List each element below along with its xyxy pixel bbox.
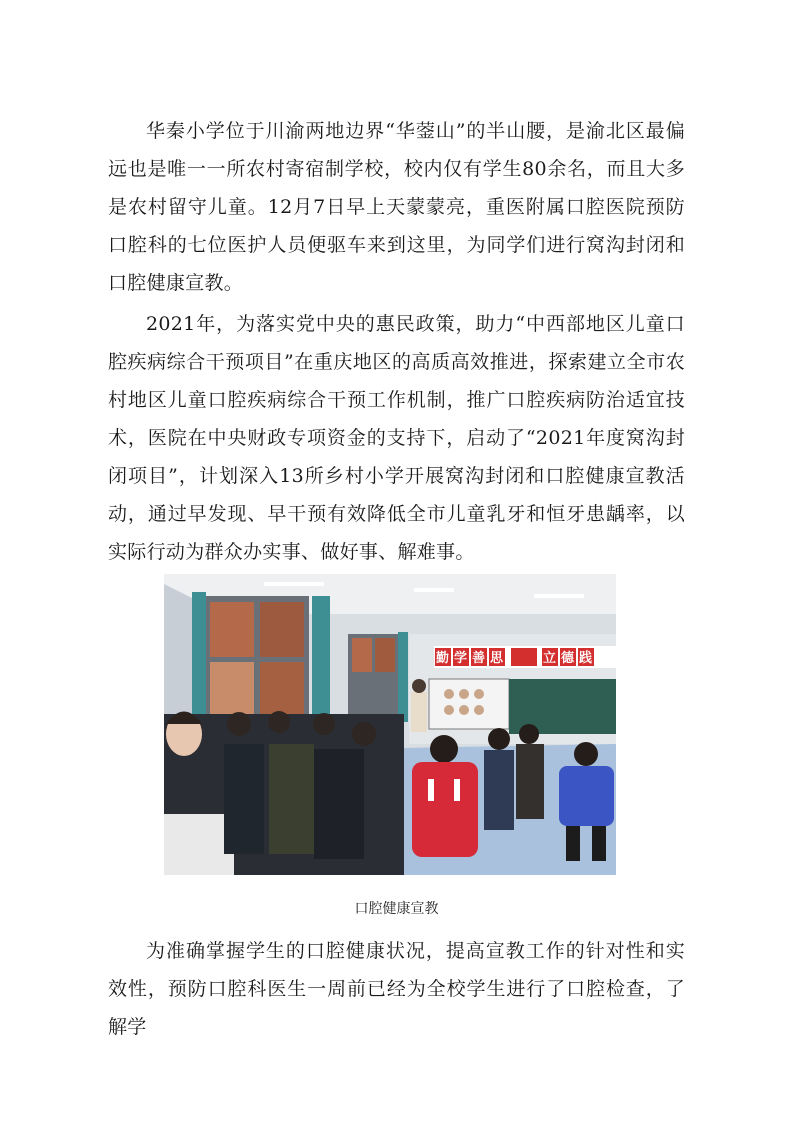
photo-caption: 口腔健康宣教 <box>354 901 439 917</box>
banner-char: 勤 <box>436 651 450 666</box>
classroom-photo <box>164 574 616 875</box>
banner-char: 善 <box>472 651 486 666</box>
paragraph-project: 2021年，为落实党中央的惠民政策，助力“中西部地区儿童口腔疾病综合干预项目”在重庆地区的高质高效推进，探索建立全市农村地区儿童口腔疾病综合干预工作机制，推广口腔疾病防治适宜技术，医院在中央财政专项资金的支持下，启动了“2021年度窝沟封闭项目”，计划深入13所乡村小学开展窝沟封闭和口腔健康宣教活动，通过早发现、早干预有效降低全市儿童乳牙和恒牙患龋率，以实际行动为群众办实事、做好事、解难事。 <box>108 313 685 563</box>
banner-char: 立 <box>543 651 557 666</box>
banner-char: 学 <box>454 651 468 666</box>
paragraph-checkup: 为准确掌握学生的口腔健康状况，提高宣教工作的针对性和实效性，预防口腔科医生一周前已经为全校学生进行了口腔检查，了解学 <box>108 940 685 1038</box>
banner-char: 践 <box>579 651 593 666</box>
banner-char: 德 <box>561 651 575 666</box>
paragraph-intro: 华秦小学位于川渝两地边界“华蓥山”的半山腰，是渝北区最偏远也是唯一一所农村寄宿制学校，校内仅有学生80余名，而且大多是农村留守儿童。12月7日早上天蒙蒙亮，重医附属口腔医院预防口腔科的七位医护人员便驱车来到这里，为同学们进行窝沟封闭和口腔健康宣教。 <box>108 120 685 294</box>
banner-char: 思 <box>490 651 504 666</box>
